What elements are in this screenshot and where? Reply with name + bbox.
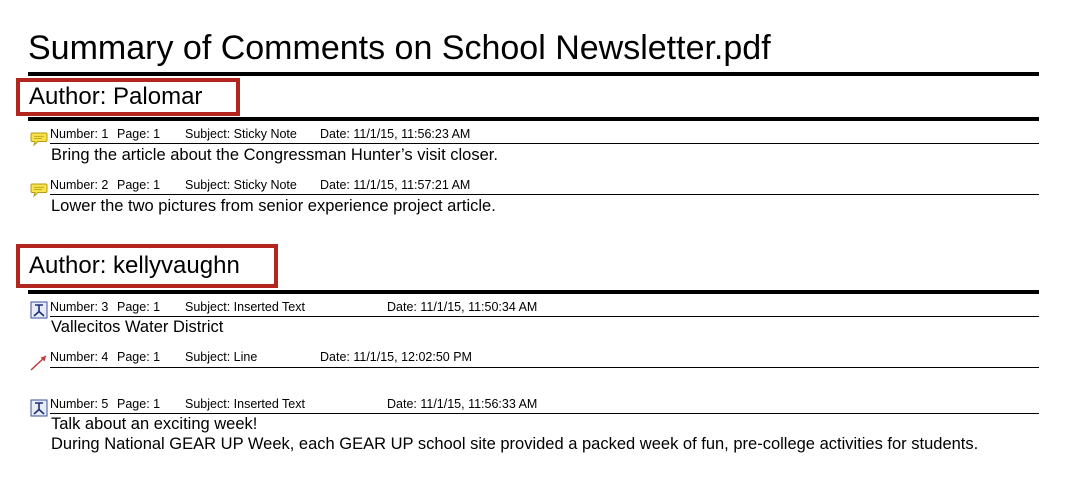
comment-number: Number: 2 (50, 178, 109, 192)
comment-text: During National GEAR UP Week, each GEAR UP school site provided a packed week of fun, pre-college activities for students. (51, 435, 979, 453)
author-name: Author: kellyvaughn (29, 252, 240, 279)
comment-page: Page: 1 (117, 178, 161, 192)
comment-page: Page: 1 (117, 300, 161, 314)
comment-page: Page: 1 (117, 350, 161, 364)
comment-text: Vallecitos Water District (51, 318, 224, 336)
comment-page: Page: 1 (117, 127, 161, 141)
comment-date: Date: 11/1/15, 11:56:33 AM (387, 397, 538, 411)
comment-date: Date: 11/1/15, 11:57:21 AM (320, 178, 471, 192)
comment-subject: Subject: Inserted Text (185, 300, 305, 314)
sticky-note-icon[interactable] (30, 181, 48, 199)
author-rule (28, 290, 1039, 294)
comment-rule (50, 143, 1039, 144)
author-rule (28, 117, 1039, 121)
comment-date: Date: 11/1/15, 12:02:50 PM (320, 350, 472, 364)
comment-text: Lower the two pictures from senior experience project article. (51, 197, 496, 215)
comment-subject: Subject: Sticky Note (185, 178, 297, 192)
comment-number: Number: 3 (50, 300, 109, 314)
comment-rule (50, 194, 1039, 195)
author-name: Author: Palomar (29, 83, 203, 110)
line-arrow-icon[interactable] (30, 353, 48, 371)
comment-number: Number: 1 (50, 127, 109, 141)
comment-page: Page: 1 (117, 397, 161, 411)
insert-text-icon[interactable] (30, 301, 48, 319)
author-heading-kellyvaughn (16, 244, 278, 288)
title-rule (28, 72, 1039, 76)
comment-number: Number: 5 (50, 397, 109, 411)
insert-text-icon[interactable] (30, 399, 48, 417)
author-heading-palomar (16, 78, 240, 116)
comment-number: Number: 4 (50, 350, 109, 364)
comment-date: Date: 11/1/15, 11:50:34 AM (387, 300, 538, 314)
document-title: Summary of Comments on School Newsletter.pdf (28, 29, 771, 67)
sticky-note-icon[interactable] (30, 130, 48, 148)
comment-subject: Subject: Line (185, 350, 258, 364)
comment-text: Bring the article about the Congressman Hunter’s visit closer. (51, 146, 498, 164)
comment-subject: Subject: Inserted Text (185, 397, 305, 411)
comment-text: Talk about an exciting week! (51, 415, 258, 433)
comment-rule (50, 367, 1039, 368)
comment-date: Date: 11/1/15, 11:56:23 AM (320, 127, 471, 141)
comment-subject: Subject: Sticky Note (185, 127, 297, 141)
